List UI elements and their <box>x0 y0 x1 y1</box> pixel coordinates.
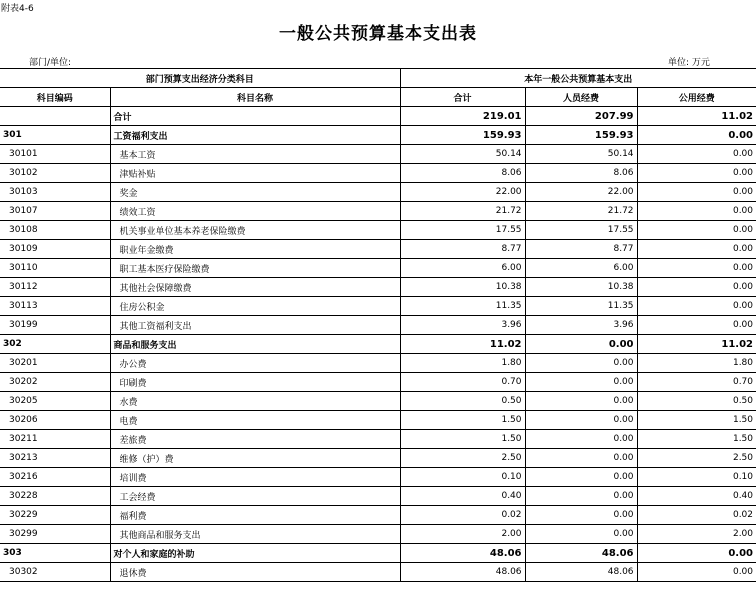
row-total: 0.70 <box>400 373 525 392</box>
row-name: 福利费 <box>110 506 400 525</box>
row-personnel: 0.00 <box>525 411 637 430</box>
table-row <box>0 563 756 582</box>
row-personnel: 0.00 <box>525 335 637 354</box>
row-name: 商品和服务支出 <box>110 335 400 354</box>
table-row <box>0 525 756 544</box>
row-public: 0.00 <box>637 183 756 202</box>
table-row <box>0 107 756 126</box>
row-code: 30299 <box>0 525 110 544</box>
row-personnel: 11.35 <box>525 297 637 316</box>
row-total: 159.93 <box>400 126 525 145</box>
header-personnel: 人员经费 <box>525 88 637 107</box>
row-code: 30211 <box>0 430 110 449</box>
row-personnel: 0.00 <box>525 392 637 411</box>
row-total: 2.50 <box>400 449 525 468</box>
row-public: 1.50 <box>637 430 756 449</box>
table-row <box>0 411 756 430</box>
table-row <box>0 354 756 373</box>
row-public: 0.00 <box>637 316 756 335</box>
table-row <box>0 126 756 145</box>
row-total: 1.50 <box>400 430 525 449</box>
table-row <box>0 297 756 316</box>
table-row <box>0 183 756 202</box>
row-public: 0.70 <box>637 373 756 392</box>
row-total: 11.35 <box>400 297 525 316</box>
row-name: 其他商品和服务支出 <box>110 525 400 544</box>
row-code: 30113 <box>0 297 110 316</box>
table-row <box>0 259 756 278</box>
row-name: 退休费 <box>110 563 400 582</box>
row-public: 0.00 <box>637 126 756 145</box>
row-personnel: 48.06 <box>525 563 637 582</box>
header-code: 科目编码 <box>0 88 110 107</box>
row-name: 工会经费 <box>110 487 400 506</box>
row-code: 30102 <box>0 164 110 183</box>
row-code: 301 <box>0 126 110 145</box>
row-code: 30228 <box>0 487 110 506</box>
row-total: 2.00 <box>400 525 525 544</box>
table-row <box>0 335 756 354</box>
unit-label: 单位: 万元 <box>668 58 710 68</box>
row-name: 对个人和家庭的补助 <box>110 544 400 563</box>
row-public: 1.50 <box>637 411 756 430</box>
header-group-row <box>0 69 756 88</box>
row-total: 11.02 <box>400 335 525 354</box>
row-total: 219.01 <box>400 107 525 126</box>
row-personnel: 0.00 <box>525 506 637 525</box>
table-row <box>0 278 756 297</box>
row-public: 0.00 <box>637 563 756 582</box>
row-public: 0.00 <box>637 259 756 278</box>
row-public: 0.00 <box>637 145 756 164</box>
row-public: 11.02 <box>637 335 756 354</box>
row-personnel: 0.00 <box>525 487 637 506</box>
row-name: 绩效工资 <box>110 202 400 221</box>
row-personnel: 0.00 <box>525 525 637 544</box>
row-personnel: 17.55 <box>525 221 637 240</box>
row-total: 50.14 <box>400 145 525 164</box>
row-name: 电费 <box>110 411 400 430</box>
row-total: 21.72 <box>400 202 525 221</box>
row-personnel: 159.93 <box>525 126 637 145</box>
table-body <box>0 107 756 582</box>
row-public: 0.00 <box>637 544 756 563</box>
row-personnel: 8.77 <box>525 240 637 259</box>
row-code: 30199 <box>0 316 110 335</box>
row-public: 1.80 <box>637 354 756 373</box>
row-code: 30216 <box>0 468 110 487</box>
row-personnel: 0.00 <box>525 373 637 392</box>
row-code: 30110 <box>0 259 110 278</box>
row-code: 303 <box>0 544 110 563</box>
row-total: 1.80 <box>400 354 525 373</box>
row-code: 30112 <box>0 278 110 297</box>
row-code: 30103 <box>0 183 110 202</box>
row-public: 0.10 <box>637 468 756 487</box>
row-public: 2.00 <box>637 525 756 544</box>
row-public: 0.50 <box>637 392 756 411</box>
row-public: 0.00 <box>637 240 756 259</box>
table-row <box>0 145 756 164</box>
table-row <box>0 240 756 259</box>
row-code: 30101 <box>0 145 110 164</box>
row-name: 职业年金缴费 <box>110 240 400 259</box>
row-total: 6.00 <box>400 259 525 278</box>
header-group-right: 本年一般公共预算基本支出 <box>400 69 756 88</box>
row-total: 0.40 <box>400 487 525 506</box>
row-code: 30108 <box>0 221 110 240</box>
row-code: 30206 <box>0 411 110 430</box>
row-name: 差旅费 <box>110 430 400 449</box>
row-code: 30109 <box>0 240 110 259</box>
row-total: 0.02 <box>400 506 525 525</box>
row-public: 0.02 <box>637 506 756 525</box>
row-personnel: 0.00 <box>525 468 637 487</box>
row-personnel: 22.00 <box>525 183 637 202</box>
row-public: 0.00 <box>637 297 756 316</box>
row-personnel: 0.00 <box>525 449 637 468</box>
row-name: 机关事业单位基本养老保险缴费 <box>110 221 400 240</box>
page-title: 一般公共预算基本支出表 <box>279 24 477 44</box>
row-total: 10.38 <box>400 278 525 297</box>
table-row <box>0 449 756 468</box>
row-name: 职工基本医疗保险缴费 <box>110 259 400 278</box>
table-row <box>0 373 756 392</box>
row-public: 0.00 <box>637 164 756 183</box>
row-public: 0.00 <box>637 202 756 221</box>
dept-label: 部门/单位: <box>29 58 72 68</box>
table-row <box>0 468 756 487</box>
row-total: 48.06 <box>400 544 525 563</box>
row-total: 17.55 <box>400 221 525 240</box>
row-name: 印刷费 <box>110 373 400 392</box>
row-total: 8.06 <box>400 164 525 183</box>
row-code: 30201 <box>0 354 110 373</box>
row-code: 30202 <box>0 373 110 392</box>
row-public: 11.02 <box>637 107 756 126</box>
row-total: 1.50 <box>400 411 525 430</box>
row-name: 培训费 <box>110 468 400 487</box>
row-total: 0.10 <box>400 468 525 487</box>
table-row <box>0 164 756 183</box>
appendix-label: 附表4-6 <box>1 4 34 14</box>
row-code <box>0 107 110 126</box>
row-personnel: 6.00 <box>525 259 637 278</box>
row-name: 水费 <box>110 392 400 411</box>
row-personnel: 0.00 <box>525 354 637 373</box>
row-code: 30107 <box>0 202 110 221</box>
row-name: 住房公积金 <box>110 297 400 316</box>
table-row <box>0 221 756 240</box>
budget-table <box>0 68 756 582</box>
row-personnel: 3.96 <box>525 316 637 335</box>
row-name: 办公费 <box>110 354 400 373</box>
row-name: 工资福利支出 <box>110 126 400 145</box>
table-row <box>0 430 756 449</box>
table-row <box>0 316 756 335</box>
row-code: 30213 <box>0 449 110 468</box>
row-public: 0.00 <box>637 278 756 297</box>
table-row <box>0 506 756 525</box>
row-name: 奖金 <box>110 183 400 202</box>
row-name: 津贴补贴 <box>110 164 400 183</box>
row-code: 30229 <box>0 506 110 525</box>
row-personnel: 21.72 <box>525 202 637 221</box>
row-personnel: 48.06 <box>525 544 637 563</box>
row-code: 30302 <box>0 563 110 582</box>
table-row <box>0 487 756 506</box>
row-personnel: 10.38 <box>525 278 637 297</box>
header-column-row <box>0 88 756 107</box>
header-total: 合计 <box>400 88 525 107</box>
row-code: 302 <box>0 335 110 354</box>
row-personnel: 207.99 <box>525 107 637 126</box>
row-name: 其他工资福利支出 <box>110 316 400 335</box>
row-total: 3.96 <box>400 316 525 335</box>
table-row <box>0 544 756 563</box>
row-name: 基本工资 <box>110 145 400 164</box>
row-name: 维修（护）费 <box>110 449 400 468</box>
table-row <box>0 202 756 221</box>
row-code: 30205 <box>0 392 110 411</box>
row-name: 其他社会保障缴费 <box>110 278 400 297</box>
row-public: 2.50 <box>637 449 756 468</box>
row-total: 0.50 <box>400 392 525 411</box>
header-group-left: 部门预算支出经济分类科目 <box>0 69 400 88</box>
row-personnel: 50.14 <box>525 145 637 164</box>
row-personnel: 0.00 <box>525 430 637 449</box>
table-row <box>0 392 756 411</box>
row-public: 0.00 <box>637 221 756 240</box>
header-public: 公用经费 <box>637 88 756 107</box>
row-total: 22.00 <box>400 183 525 202</box>
row-personnel: 8.06 <box>525 164 637 183</box>
header-name: 科目名称 <box>110 88 400 107</box>
row-total: 8.77 <box>400 240 525 259</box>
row-name: 合计 <box>110 107 400 126</box>
row-total: 48.06 <box>400 563 525 582</box>
row-public: 0.40 <box>637 487 756 506</box>
